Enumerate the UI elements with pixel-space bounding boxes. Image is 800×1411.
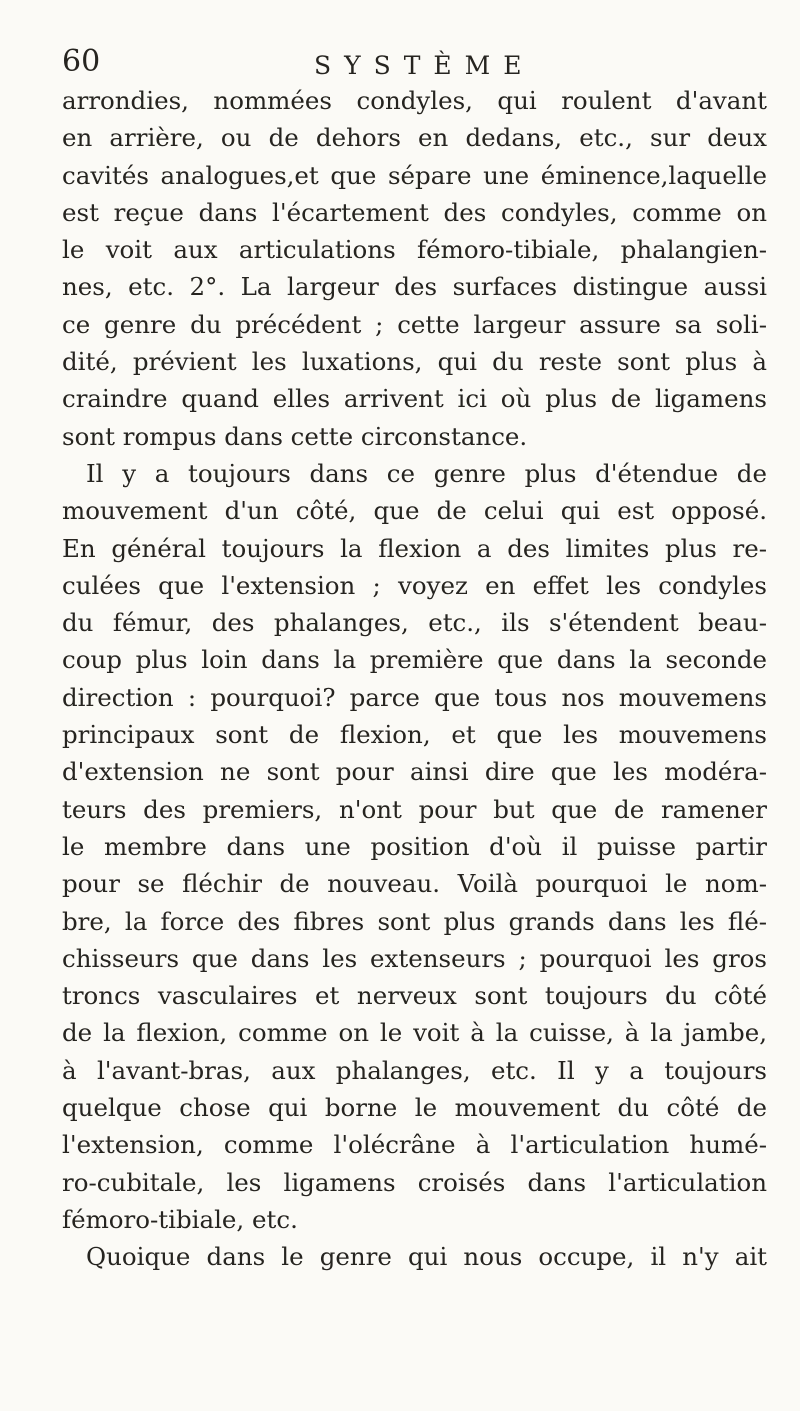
text-line: arrondies, nommées condyles, qui roulent d'avant xyxy=(62,86,767,115)
paragraph-start-line: Quoique dans le genre qui nous occupe, il n'y ait xyxy=(86,1242,767,1272)
text-line: du fémur, des phalanges, etc., ils s'étendent beau- xyxy=(62,608,767,638)
text-line: à l'avant-bras, aux phalanges, etc. Il y a toujours xyxy=(62,1055,767,1085)
text-line: ce genre du précédent ; cette largeur assure sa soli- xyxy=(62,309,767,339)
text-line: bre, la force des fibres sont plus grands dans les flé- xyxy=(62,906,767,936)
text-line: l'extension, comme l'olécrâne à l'articulation humé- xyxy=(62,1130,767,1160)
text-line: nes, etc. 2°. La largeur des surfaces distingue aussi xyxy=(62,272,767,302)
text-line: culées que l'extension ; voyez en effet les condyles xyxy=(62,570,767,600)
text-line: En général toujours la flexion a des limites plus re- xyxy=(62,533,767,563)
text-line: d'extension ne sont pour ainsi dire que les modéra- xyxy=(62,757,767,787)
text-line: est reçue dans l'écartement des condyles, comme on xyxy=(62,197,767,227)
paragraph-start-line: Il y a toujours dans ce genre plus d'étendue de xyxy=(86,458,767,488)
paragraph-end-line: fémoro-tibiale, etc. xyxy=(62,1204,298,1234)
text-line: cavités analogues,et que sépare une éminence,laquelle xyxy=(62,160,767,190)
text-line: chisseurs que dans les extenseurs ; pourquoi les gros xyxy=(62,943,767,973)
text-line: coup plus loin dans la première que dans la seconde xyxy=(62,645,767,675)
text-line: troncs vasculaires et nerveux sont toujours du côté xyxy=(62,981,767,1011)
text-line: pour se fléchir de nouveau. Voilà pourquoi le nom- xyxy=(62,869,767,899)
page-number: 60 xyxy=(62,44,101,79)
text-line: dité, prévient les luxations, qui du reste sont plus à xyxy=(62,347,767,377)
text-line: craindre quand elles arrivent ici où plus de ligamens xyxy=(62,384,767,414)
text-line: teurs des premiers, n'ont pour but que de ramener xyxy=(62,794,767,824)
text-line: le membre dans une position d'où il puisse partir xyxy=(62,831,767,861)
body-text xyxy=(62,82,767,1276)
text-line: de la flexion, comme on le voit à la cuisse, à la jambe, xyxy=(62,1018,767,1048)
page-header xyxy=(62,38,762,88)
text-line: mouvement d'un côté, que de celui qui est opposé. xyxy=(62,496,767,526)
paragraph-end-line: sont rompus dans cette circonstance. xyxy=(62,421,528,451)
text-line: ro-cubitale, les ligamens croisés dans l'articulation xyxy=(62,1167,767,1197)
running-title: SYSTÈME xyxy=(314,51,535,80)
text-line: direction : pourquoi? parce que tous nos mouvemens xyxy=(62,682,767,712)
text-line: en arrière, ou de dehors en dedans, etc., sur deux xyxy=(62,123,767,153)
text-line: le voit aux articulations fémoro-tibiale, phalangien- xyxy=(62,235,767,265)
text-line: principaux sont de flexion, et que les mouvemens xyxy=(62,720,767,750)
text-line: quelque chose qui borne le mouvement du côté de xyxy=(62,1093,767,1123)
